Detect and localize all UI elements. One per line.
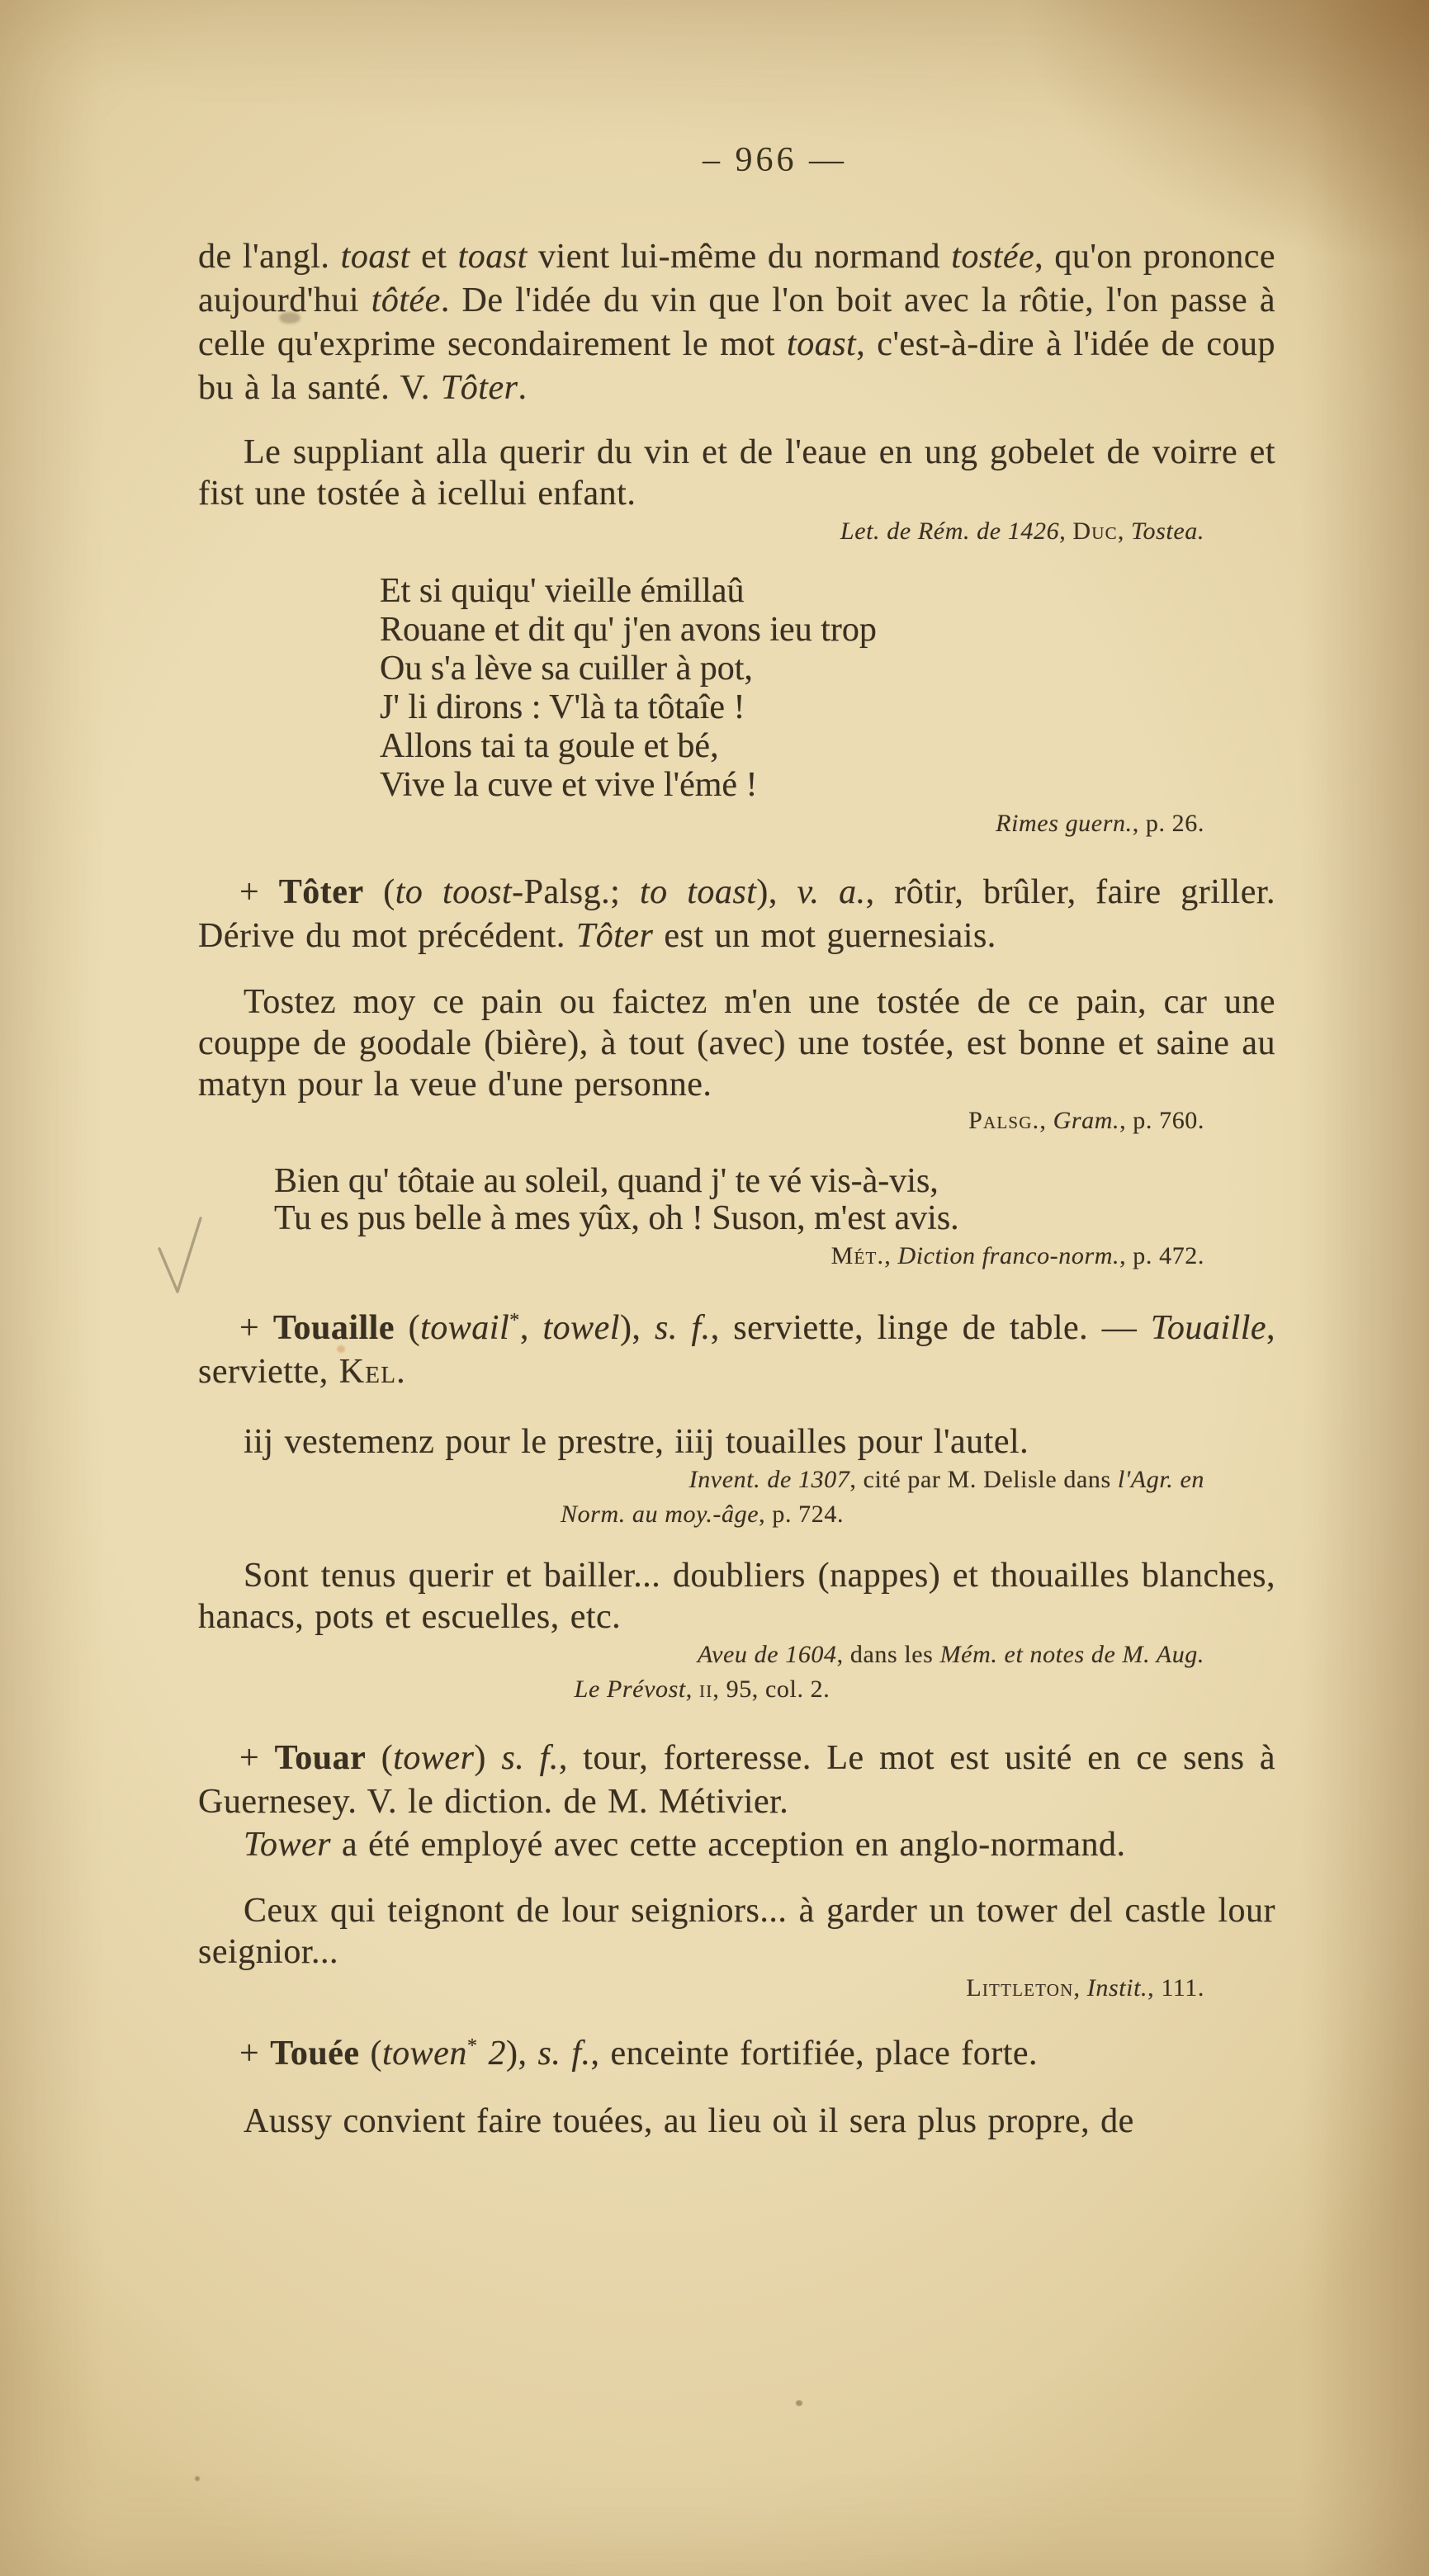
quote-aussy-convient: Aussy convient faire touées, au lieu où il sera plus propre, de [244,2102,1134,2140]
citation-line: Invent. de 1307, cité par M. Delisle dans l'Agr. en [688,1466,1204,1493]
poem-line: Vive la cuve et vive l'émé ! [380,766,758,804]
entry-touee: + Touée (towen* 2), s. f., enceinte fortifiée, place forte. [239,2035,1039,2073]
citation-littleton: Littleton, Instit., 111. [966,1974,1204,2002]
entry-touaille: + Touaille (towail*, towel), s. f., serviette, linge de table. — Touaille, serviette, Kel. [198,1309,1276,1391]
quote-ceux-qui-teignont: Ceux qui teignont de lour seigniors... à garder un tower del castle lour seignior... [198,1892,1275,1971]
poem-rimes-guernesiaises [380,572,1275,805]
citation-rimes-guern: Rimes guern., p. 26. [996,810,1204,837]
paper-speck [195,2476,200,2481]
quote-tostez-moy: Tostez moy ce pain ou faictez m'en une tostée de ce pain, car une couppe de goodale (bière), à tout (avec) une tostée, est bonne et saine au matyn pour la veue d'une personne. [198,983,1275,1104]
page-content [0,139,1429,2142]
citation-metivier: Mét., Diction franco-norm., p. 472. [830,1242,1204,1269]
couplet-line: Tu es pus belle à mes yûx, oh ! Suson, m'est avis. [274,1199,959,1237]
poem-line: Et si quiqu' vieille émillaû [380,572,745,610]
citation-let-de-rem-1426: Let. de Rém. de 1426, Duc, Tostea. [840,518,1204,545]
paper-speck [796,2400,802,2406]
citation-line: Norm. au moy.-âge, p. 724. [560,1501,845,1528]
paragraph-tower-anglo-norman: Tower a été employé avec cette acception en anglo-normand. [244,1826,1126,1864]
couplet-line: Bien qu' tôtaie au soleil, quand j' te vé vis-à-vis, [274,1162,939,1200]
couplet-metivier [274,1163,1275,1237]
citation-line: Le Prévost, ii, 95, col. 2. [574,1676,830,1703]
poem-line: Allons tai ta goule et bé, [380,727,719,765]
paragraph-intro-tostee: de l'angl. toast et toast vient lui-même du normand tostée, qu'on prononce aujourd'hui tôtée. De l'idée du vin que l'on boit avec la rôtie, l'on passe à celle qu'exprime secondairement le mot toast, c'est-à-dire à l'idée de coup bu à la santé. V. Tôter. [198,238,1275,407]
citation-aveu-1604 [198,1638,1275,1707]
citation-palsgrave: Palsg., Gram., p. 760. [968,1107,1204,1134]
entry-toter: + Tôter (to toost-Palsg.; to toast), v. a., rôtir, brûler, faire griller. Dérive du mot précédent. Tôter est un mot guernesiais. [198,873,1276,955]
quote-sont-tenus: Sont tenus querir et bailler... doubliers (nappes) et thouailles blanches, hanacs, pots et escuelles, etc. [198,1557,1275,1636]
citation-line: Aveu de 1604, dans les Mém. et notes de M. Aug. [697,1641,1204,1668]
quote-vestemenz: iij vestemenz pour le prestre, iiij touailles pour l'autel. [244,1423,1029,1461]
page-number-header: – 966 — [703,141,847,179]
entry-touar: + Touar (tower) s. f., tour, forteresse. Le mot est usité en ce sens à Guernesey. V. le diction. de M. Métivier. [198,1739,1275,1821]
poem-line: Rouane et dit qu' j'en avons ieu trop [380,611,877,649]
poem-line: J' li dirons : V'là ta tôtaîe ! [380,688,745,726]
citation-invent-1307 [198,1463,1275,1532]
poem-line: Ou s'a lève sa cuiller à pot, [380,650,753,688]
quote-le-suppliant: Le suppliant alla querir du vin et de l'eaue en ung gobelet de voirre et fist une tostée à icellui enfant. [198,433,1275,513]
